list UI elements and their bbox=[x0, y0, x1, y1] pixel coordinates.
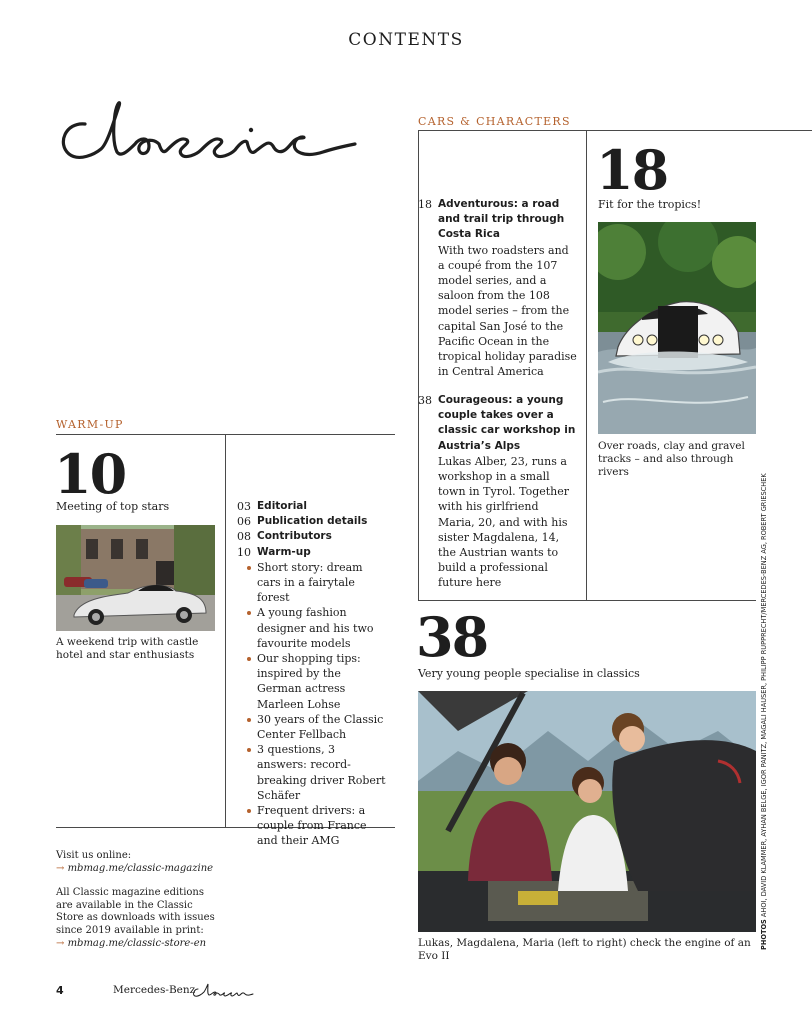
toc-title: Publication details bbox=[257, 515, 368, 528]
toc-page: 06 bbox=[237, 515, 251, 529]
costa-rica-caption: Over roads, clay and gravel tracks – and also through rivers bbox=[598, 440, 745, 478]
toc-page: 08 bbox=[237, 530, 251, 544]
online-info bbox=[56, 850, 221, 950]
warmup-toc bbox=[237, 499, 397, 849]
toc-item[interactable] bbox=[237, 499, 397, 514]
cars-section-label: CARS & CHARACTERS bbox=[418, 115, 571, 128]
store-link[interactable]: → mbmag.me/classic-store-en bbox=[56, 938, 221, 951]
bullet-item: A young fashion designer and his two favourite models bbox=[247, 605, 387, 651]
toc-page: 03 bbox=[237, 500, 251, 513]
feature-38-subtitle: Very young people specialise in classics bbox=[418, 667, 640, 680]
article-title: Courageous: a young couple takes over a classic car workshop in Austria’s Alps bbox=[438, 394, 576, 452]
feature-38-number: 38 bbox=[416, 605, 488, 669]
article-page: 38 bbox=[418, 394, 432, 407]
store-text: All Classic magazine editions are available in the Classic Store as downloads with issues since 2019 available in print: bbox=[56, 887, 215, 936]
costa-rica-photo[interactable] bbox=[598, 222, 756, 434]
cars-mid-rule bbox=[418, 600, 756, 601]
bullet-item: Short story: dream cars in a fairytale forest bbox=[247, 560, 387, 606]
article-body: Lukas Alber, 23, runs a workshop in a small town in Tyrol. Together with his girlfriend Maria, 20, and with his sister Magdalena, 14, the Austrian wants to build a professional future here bbox=[438, 454, 570, 590]
workshop-caption: Lukas, Magdalena, Maria (left to right) check the engine of an Evo II bbox=[418, 937, 751, 962]
warmup-page-number: 10 bbox=[54, 442, 126, 506]
magazine-link[interactable]: → mbmag.me/classic-magazine bbox=[56, 863, 221, 876]
toc-title: Editorial bbox=[257, 500, 307, 512]
toc-item[interactable] bbox=[237, 529, 397, 544]
bullet-item: Frequent drivers: a couple from France and their AMG bbox=[247, 803, 387, 849]
article-entry-38[interactable] bbox=[418, 393, 578, 591]
visit-label: Visit us online: bbox=[56, 850, 132, 861]
footer-brand: Mercedes-Benz bbox=[113, 984, 196, 996]
warmup-divider bbox=[225, 434, 226, 828]
credits-label: PHOTOS bbox=[760, 919, 768, 950]
toc-item[interactable] bbox=[237, 545, 397, 560]
castle-photo-caption: A weekend trip with castle hotel and star enthusiasts bbox=[56, 636, 199, 661]
warmup-subtitle: Meeting of top stars bbox=[56, 500, 170, 513]
feature-18-subtitle: Fit for the tropics! bbox=[598, 198, 702, 211]
workshop-photo[interactable] bbox=[418, 691, 756, 932]
article-entry-18[interactable] bbox=[418, 197, 578, 379]
page-number: 4 bbox=[56, 984, 64, 997]
warmup-bullet-list bbox=[237, 560, 387, 849]
bullet-item: Our shopping tips: inspired by the German actress Marleen Lohse bbox=[247, 651, 387, 712]
footer-classic-logo bbox=[192, 983, 254, 999]
cars-rule bbox=[418, 130, 812, 131]
feature-18-number: 18 bbox=[596, 138, 668, 202]
toc-page: 10 bbox=[237, 545, 251, 559]
toc-item[interactable] bbox=[237, 514, 397, 529]
article-body: With two roadsters and a coupé from the 107 model series, and a saloon from the 108 model series – from the capital San José to the Pacific Ocean in the tropical holiday paradise in Central America bbox=[438, 243, 577, 379]
bullet-item: 30 years of the Classic Center Fellbach bbox=[247, 712, 387, 742]
bullet-item: 3 questions, 3 answers: record-breaking driver Robert Schäfer bbox=[247, 742, 387, 803]
article-title: Adventurous: a road and trail trip through Costa Rica bbox=[438, 198, 565, 241]
warmup-section-label: WARM-UP bbox=[56, 418, 124, 431]
toc-title: Warm-up bbox=[257, 545, 311, 558]
article-page: 18 bbox=[418, 198, 432, 211]
photo-credits bbox=[760, 473, 774, 950]
page-title: CONTENTS bbox=[348, 30, 464, 50]
toc-title: Contributors bbox=[257, 530, 332, 543]
credits-text: AHOI, DAVID KLAMMER, AYHAN BELGE, IGOR PANITZ, MAGALI HAUSER, PHILIPP RUPPRECHT/MERCEDES-BENZ AG, ROBERT GRIESCHEK bbox=[760, 473, 768, 918]
castle-photo[interactable] bbox=[56, 525, 215, 631]
cars-mid-divider bbox=[586, 130, 587, 600]
classic-logo bbox=[55, 94, 365, 174]
